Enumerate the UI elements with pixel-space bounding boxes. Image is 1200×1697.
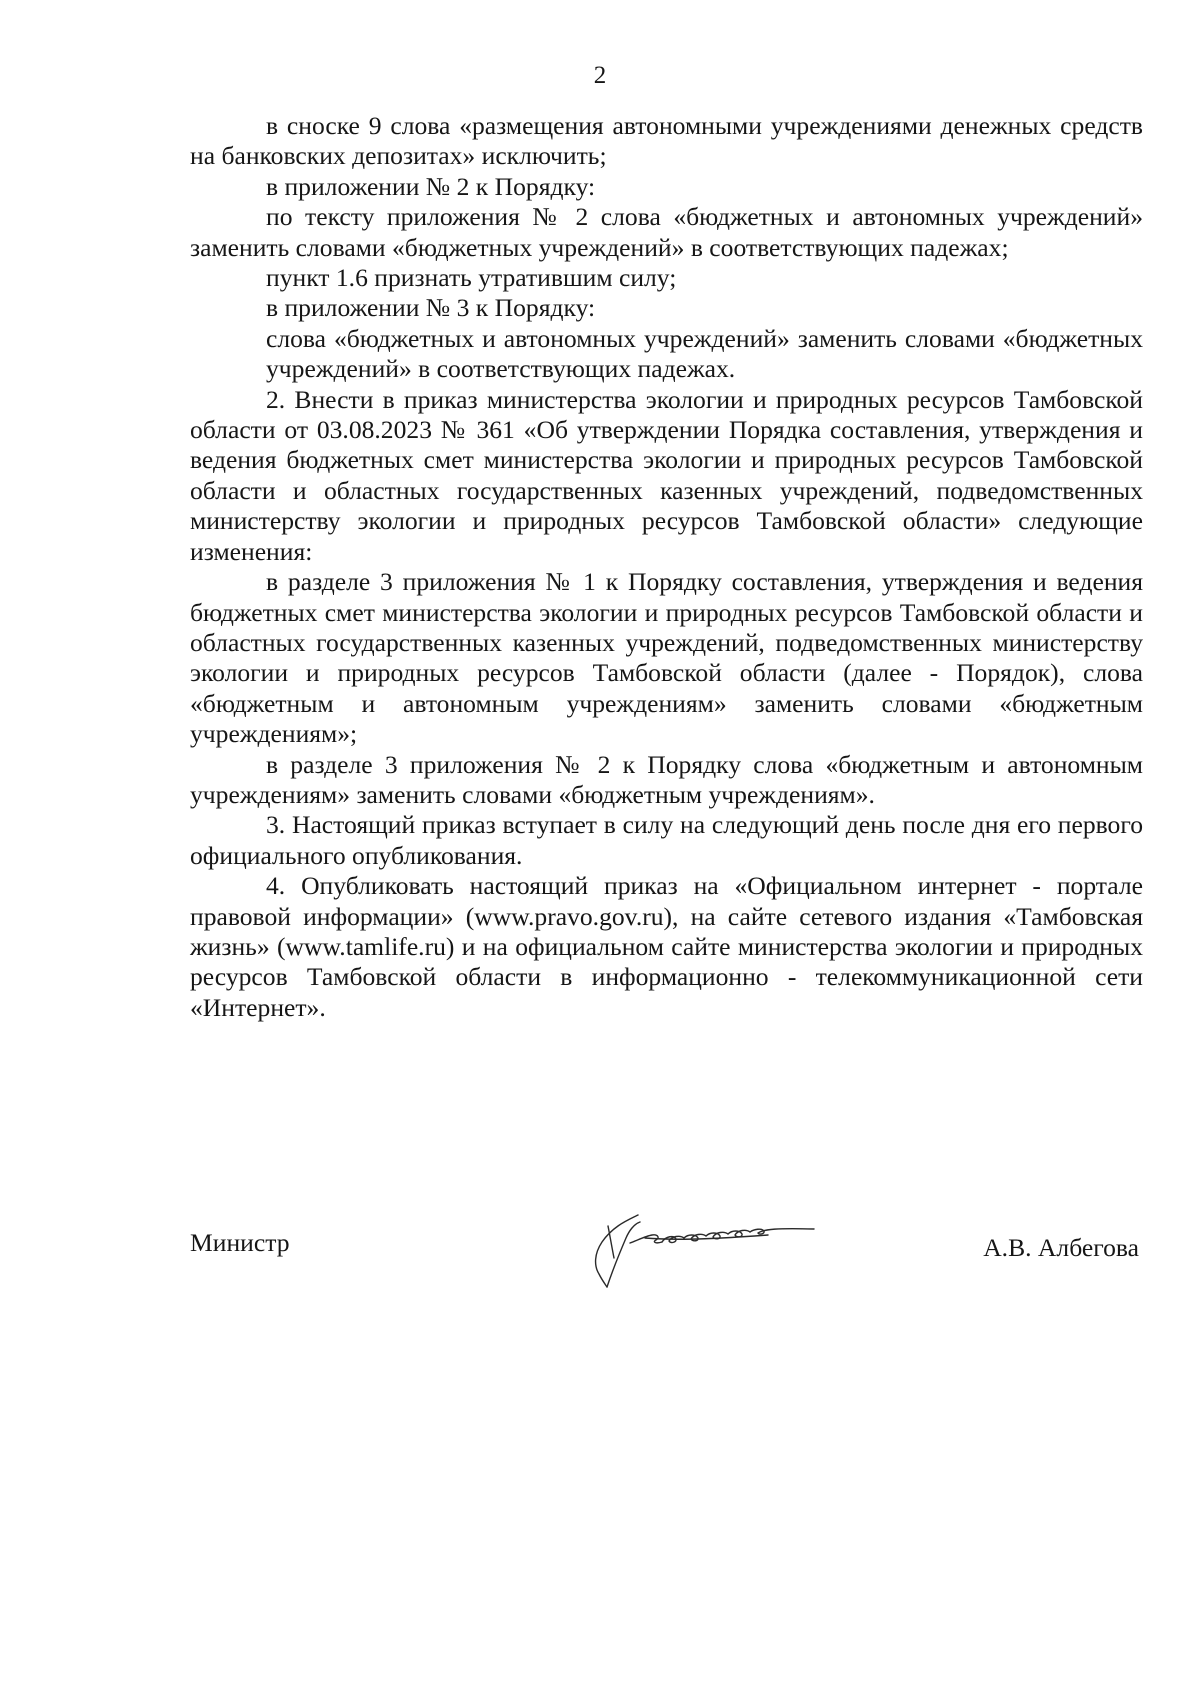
signatory-title: Министр	[190, 1228, 290, 1257]
paragraph-item-1-6: пункт 1.6 признать утратившим силу;	[266, 263, 677, 293]
paragraph-clause-3: 3. Настоящий приказ вступает в силу на следующий день после дня его первого официального опубликования.	[190, 810, 1143, 870]
document-body	[190, 111, 1143, 1023]
paragraph-appendix-3-text: слова «бюджетных и автономных учреждений» заменить словами «бюджетных учреждений» в соответствующих падежах.	[266, 323, 1143, 384]
paragraph-section-3-appendix-1: в разделе 3 приложения № 1 к Порядку составления, утверждения и ведения бюджетных смет министерства экологии и природных ресурсов Тамбовской области и областных государственных казенных учреждений, подведомственных министерству экологии и природных ресурсов Тамбовской области (далее - Порядок), слова «бюджетным и автономным учреждениям» заменить словами «бюджетным учреждениям»;	[190, 567, 1143, 749]
paragraph-clause-4: 4. Опубликовать настоящий приказ на «Официальном интернет - портале правовой информации» (www.pravo.gov.ru), на сайте сетевого издания «Тамбовская жизнь» (www.tamlife.ru) и на официальном сайте министерства экологии и природных ресурсов Тамбовской области в информационно - телекоммуникационной сети «Интернет».	[190, 871, 1143, 1022]
paragraph-section-3-appendix-2: в разделе 3 приложения № 2 к Порядку слова «бюджетным и автономным учреждениям» заменить словами «бюджетным учреждениям».	[190, 749, 1143, 809]
signatory-name: А.В. Албегова	[983, 1233, 1139, 1262]
paragraph-clause-2: 2. Внести в приказ министерства экологии и природных ресурсов Тамбовской области от 03.08.2023 № 361 «Об утверждении Порядка составления, утверждения и ведения бюджетных смет министерства экологии и природных ресурсов Тамбовской области и областных государственных казенных учреждений, подведомственных министерству экологии и природных ресурсов Тамбовской области» следующие изменения:	[190, 384, 1143, 566]
page-number: 2	[593, 62, 607, 89]
handwritten-signature	[568, 1200, 828, 1300]
paragraph-appendix-2-heading: в приложении № 2 к Порядку:	[266, 171, 596, 201]
paragraph-appendix-2-text: по тексту приложения № 2 слова «бюджетных и автономных учреждений» заменить словами «бюджетных учреждений» в соответствующих падежах;	[190, 202, 1143, 262]
paragraph-appendix-3-heading: в приложении № 3 к Порядку:	[266, 293, 596, 323]
signature-block	[190, 1200, 1143, 1330]
paragraph-footnote-9: в сноске 9 слова «размещения автономными учреждениями денежных средств на банковских депозитах» исключить;	[190, 111, 1143, 171]
